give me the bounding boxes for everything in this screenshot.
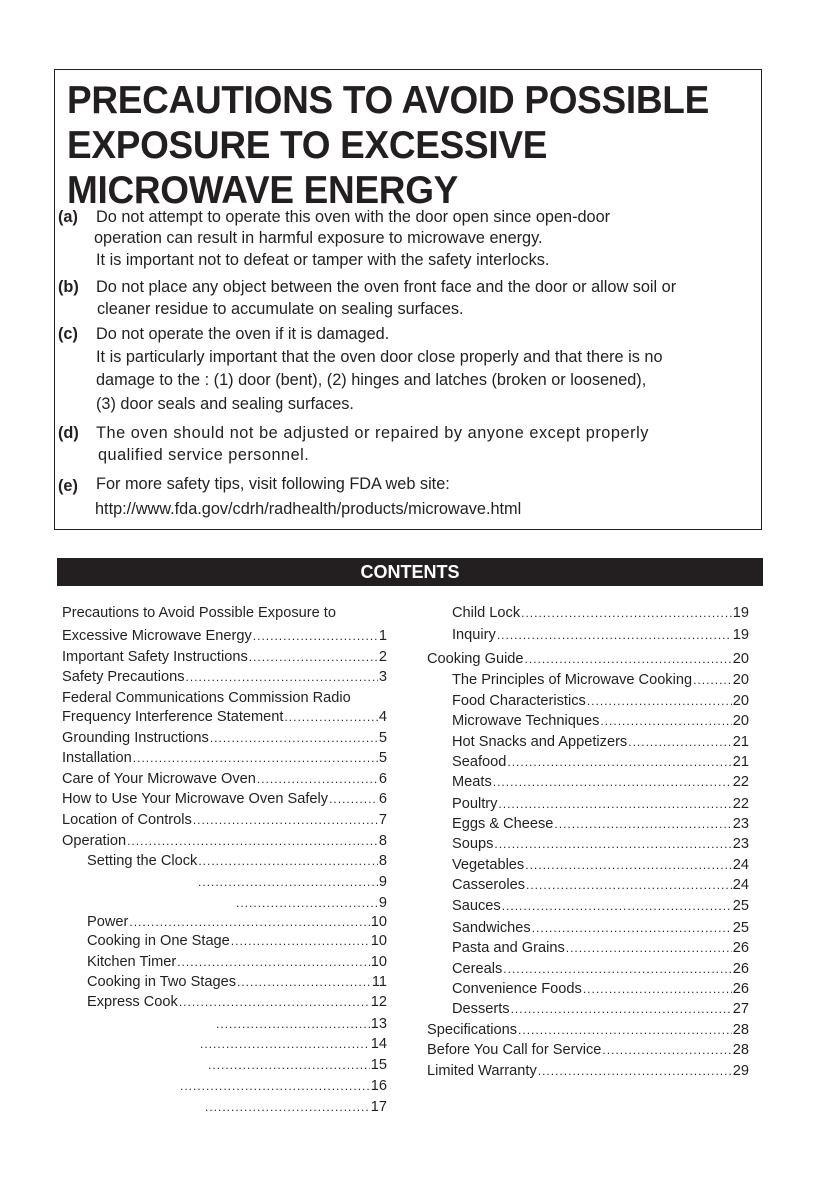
- item-line: cleaner residue to accumulate on sealing surfaces.: [97, 300, 464, 318]
- dot-leader: [566, 938, 732, 958]
- toc-entry[interactable]: [427, 794, 749, 814]
- precautions-title: [67, 78, 709, 213]
- dot-leader: [198, 872, 378, 892]
- dot-leader: [193, 810, 378, 830]
- item-label: (b): [58, 278, 79, 296]
- title-line-2: EXPOSURE TO EXCESSIVE: [67, 124, 548, 167]
- toc-entry-title: Soups: [452, 836, 494, 852]
- toc-entry[interactable]: [427, 834, 749, 854]
- toc-entry[interactable]: [62, 626, 387, 646]
- toc-entry[interactable]: [427, 896, 749, 916]
- dot-leader: [133, 748, 378, 768]
- toc-entry[interactable]: [427, 999, 749, 1019]
- dot-leader: [210, 728, 378, 748]
- toc-page-number: 1: [378, 628, 387, 644]
- toc-entry[interactable]: [427, 732, 749, 752]
- toc-page-number: 4: [378, 709, 387, 725]
- toc-page-number: 25: [732, 898, 749, 914]
- toc-page-number: 26: [732, 981, 749, 997]
- toc-page-number: 6: [378, 791, 387, 807]
- toc-entry-title: Safety Precautions: [62, 669, 185, 685]
- toc-entry[interactable]: [427, 691, 749, 711]
- toc-page-number: 20: [732, 672, 749, 688]
- toc-entry-title: Federal Communications Commission Radio: [62, 690, 351, 706]
- toc-entry-title: Eggs & Cheese: [452, 816, 554, 832]
- toc-entry-title: Seafood: [452, 754, 507, 770]
- toc-page-number: 9: [378, 874, 387, 890]
- toc-entry[interactable]: [62, 728, 387, 748]
- toc-entry[interactable]: [427, 979, 749, 999]
- toc-entry[interactable]: [62, 1055, 387, 1075]
- item-line: It is important not to defeat or tamper with the safety interlocks.: [96, 251, 550, 269]
- dot-leader: [127, 831, 378, 851]
- toc-entry[interactable]: [62, 893, 387, 913]
- toc-entry[interactable]: [62, 931, 387, 951]
- dot-leader: [497, 625, 732, 645]
- toc-entry-title: Microwave Techniques: [452, 713, 600, 729]
- toc-entry-title: Location of Controls: [62, 812, 192, 828]
- toc-entry[interactable]: [62, 810, 387, 830]
- item-label: (d): [58, 424, 79, 442]
- toc-entry-title: Poultry: [452, 796, 498, 812]
- toc-page-number: 7: [378, 812, 387, 828]
- dot-leader: [236, 893, 378, 913]
- dot-leader: [511, 999, 732, 1019]
- toc-entry[interactable]: [62, 992, 387, 1012]
- toc-entry[interactable]: [427, 855, 749, 875]
- toc-entry-title: Meats: [452, 774, 492, 790]
- toc-entry[interactable]: [62, 1014, 387, 1034]
- dot-leader: [494, 834, 731, 854]
- toc-page-number: 14: [370, 1036, 387, 1052]
- toc-entry[interactable]: [427, 772, 749, 792]
- toc-entry-title: Specifications: [427, 1022, 518, 1038]
- item-label: (c): [58, 325, 78, 343]
- dot-leader: [177, 952, 370, 972]
- toc-entry[interactable]: [62, 912, 387, 932]
- toc-entry[interactable]: [427, 1020, 749, 1040]
- toc-entry-title: Excessive Microwave Energy: [62, 628, 252, 644]
- dot-leader: [231, 931, 370, 951]
- toc-page-number: 20: [732, 713, 749, 729]
- item-line: It is particularly important that the oven door close properly and that there is no: [96, 348, 663, 366]
- toc-page-number: 25: [732, 920, 749, 936]
- toc-entry-title: Desserts: [452, 1001, 510, 1017]
- toc-page-number: 16: [370, 1078, 387, 1094]
- toc-page-number: 28: [732, 1022, 749, 1038]
- toc-entry[interactable]: [62, 667, 387, 687]
- dot-leader: [521, 603, 732, 623]
- toc-entry-title: Operation: [62, 833, 127, 849]
- contents-heading: CONTENTS: [57, 558, 763, 586]
- toc-entry[interactable]: [62, 769, 387, 789]
- toc-entry[interactable]: [62, 831, 387, 851]
- title-line-1: PRECAUTIONS TO AVOID POSSIBLE: [67, 79, 709, 122]
- toc-entry[interactable]: [427, 875, 749, 895]
- toc-entry[interactable]: [427, 670, 749, 690]
- toc-entry-title: Kitchen Timer: [87, 954, 177, 970]
- toc-entry-title: Food Characteristics: [452, 693, 586, 709]
- toc-entry[interactable]: [427, 1061, 749, 1081]
- toc-page-number: 3: [378, 669, 387, 685]
- dot-leader: [583, 979, 732, 999]
- toc-page-number: 26: [732, 961, 749, 977]
- item-line: qualified service personnel.: [98, 446, 310, 464]
- item-line: The oven should not be adjusted or repaired by anyone except properly: [96, 424, 649, 442]
- dot-leader: [129, 912, 369, 932]
- toc-page-number: 24: [732, 877, 749, 893]
- toc-page-number: 8: [378, 833, 387, 849]
- dot-leader: [493, 772, 732, 792]
- dot-leader: [503, 959, 731, 979]
- toc-entry-title: Grounding Instructions: [62, 730, 209, 746]
- toc-entry[interactable]: [427, 711, 749, 731]
- toc-entry-title: Important Safety Instructions: [62, 649, 248, 665]
- toc-entry[interactable]: [427, 649, 749, 669]
- dot-leader: [205, 1097, 370, 1117]
- toc-entry-title: Before You Call for Service: [427, 1042, 602, 1058]
- item-line: Do not operate the oven if it is damaged.: [96, 325, 390, 343]
- toc-entry-title: Inquiry: [452, 627, 496, 643]
- dot-leader: [628, 732, 732, 752]
- toc-page-number: 21: [732, 754, 749, 770]
- toc-entry-title: Convenience Foods: [452, 981, 582, 997]
- toc-page-number: 29: [732, 1063, 749, 1079]
- toc-entry[interactable]: [62, 748, 387, 768]
- toc-entry[interactable]: [427, 1040, 749, 1060]
- dot-leader: [253, 626, 378, 646]
- toc-page-number: 21: [732, 734, 749, 750]
- toc-entry[interactable]: [427, 918, 749, 938]
- toc-entry-title: Hot Snacks and Appetizers: [452, 734, 628, 750]
- toc-entry[interactable]: [427, 814, 749, 834]
- toc-entry[interactable]: [427, 752, 749, 772]
- toc-entry[interactable]: [62, 707, 387, 727]
- dot-leader: [249, 647, 378, 667]
- toc-entry[interactable]: [427, 959, 749, 979]
- toc-page-number: 22: [732, 796, 749, 812]
- toc-entry[interactable]: [62, 972, 387, 992]
- toc-entry-title: Cooking in One Stage: [87, 933, 230, 949]
- toc-page-number: 12: [370, 994, 387, 1010]
- dot-leader: [525, 649, 732, 669]
- toc-page-number: 20: [732, 651, 749, 667]
- toc-page-number: 23: [732, 836, 749, 852]
- toc-entry[interactable]: [62, 789, 387, 809]
- microwave-precautions-box: [54, 69, 762, 530]
- toc-entry-title: Cooking in Two Stages: [87, 974, 237, 990]
- toc-page-number: 6: [378, 771, 387, 787]
- toc-page-number: 11: [371, 974, 387, 990]
- dot-leader: [216, 1014, 370, 1034]
- toc-entry[interactable]: [427, 603, 749, 623]
- toc-page-number: 27: [732, 1001, 749, 1017]
- toc-page-number: 5: [378, 730, 387, 746]
- toc-entry[interactable]: [62, 1097, 387, 1117]
- toc-entry-title: Casseroles: [452, 877, 525, 893]
- dot-leader: [237, 972, 371, 992]
- toc-entry-title: Installation: [62, 750, 132, 766]
- fda-url-link[interactable]: http://www.fda.gov/cdrh/radhealth/products/microwave.html: [95, 500, 522, 518]
- toc-entry-title: Power: [87, 914, 129, 930]
- toc-page-number: 28: [732, 1042, 749, 1058]
- toc-entry[interactable]: [427, 938, 749, 958]
- toc-entry-title: Setting the Clock: [87, 853, 198, 869]
- toc-page-number: 23: [732, 816, 749, 832]
- toc-entry-title: Precautions to Avoid Possible Exposure to: [62, 605, 336, 621]
- dot-leader: [538, 1061, 732, 1081]
- toc-entry-title: How to Use Your Microwave Oven Safely: [62, 791, 329, 807]
- toc-page-number: 19: [732, 605, 749, 621]
- toc-page-number: 22: [732, 774, 749, 790]
- toc-entry-title: Frequency Interference Statement: [62, 709, 284, 725]
- dot-leader: [600, 711, 731, 731]
- toc-page-number: 2: [378, 649, 387, 665]
- toc-entry-title: Express Cook: [87, 994, 178, 1010]
- toc-page-number: 10: [370, 914, 387, 930]
- dot-leader: [532, 918, 732, 938]
- toc-page-number: 24: [732, 857, 749, 873]
- dot-leader: [329, 789, 378, 809]
- dot-leader: [179, 992, 370, 1012]
- dot-leader: [200, 1034, 370, 1054]
- toc-entry[interactable]: [62, 851, 387, 871]
- item-line: damage to the : (1) door (bent), (2) hinges and latches (broken or loosened),: [96, 371, 647, 389]
- dot-leader: [180, 1076, 370, 1096]
- toc-page-number: 19: [732, 627, 749, 643]
- item-line: For more safety tips, visit following FDA web site:: [96, 475, 450, 493]
- toc-page-number: 8: [378, 853, 387, 869]
- toc-entry-title: Cooking Guide: [427, 651, 524, 667]
- toc-page-number: 10: [370, 954, 387, 970]
- toc-page-number: 17: [370, 1099, 387, 1115]
- toc-entry[interactable]: [62, 872, 387, 892]
- toc-entry[interactable]: [62, 603, 387, 623]
- toc-entry[interactable]: [62, 1034, 387, 1054]
- toc-entry-title: Sandwiches: [452, 920, 531, 936]
- toc-entry-title: Cereals: [452, 961, 503, 977]
- dot-leader: [525, 855, 732, 875]
- dot-leader: [208, 1055, 370, 1075]
- item-label: (e): [58, 477, 78, 495]
- item-line: Do not place any object between the oven front face and the door or allow soil or: [96, 278, 677, 296]
- toc-entry-title: Sauces: [452, 898, 501, 914]
- toc-page-number: 15: [370, 1057, 387, 1073]
- dot-leader: [498, 794, 731, 814]
- toc-entry-title: Pasta and Grains: [452, 940, 565, 956]
- dot-leader: [518, 1020, 732, 1040]
- dot-leader: [257, 769, 378, 789]
- toc-entry-title: Care of Your Microwave Oven: [62, 771, 256, 787]
- item-line: (3) door seals and sealing surfaces.: [96, 395, 354, 413]
- toc-entry[interactable]: [62, 688, 387, 708]
- toc-entry-title: Limited Warranty: [427, 1063, 537, 1079]
- dot-leader: [186, 667, 378, 687]
- toc-page-number: 20: [732, 693, 749, 709]
- dot-leader: [554, 814, 731, 834]
- toc-page-number: 5: [378, 750, 387, 766]
- dot-leader: [587, 691, 732, 711]
- dot-leader: [502, 896, 732, 916]
- toc-page-number: 9: [378, 895, 387, 911]
- toc-entry-title: Child Lock: [452, 605, 521, 621]
- title-line-3: MICROWAVE ENERGY: [67, 169, 459, 212]
- toc-page-number: 10: [370, 933, 387, 949]
- toc-page-number: 13: [370, 1016, 387, 1032]
- dot-leader: [507, 752, 731, 772]
- toc-entry[interactable]: [62, 647, 387, 667]
- dot-leader: [526, 875, 732, 895]
- item-line: Do not attempt to operate this oven with the door open since open-door: [96, 208, 611, 226]
- toc-entry-title: The Principles of Microwave Cooking: [452, 672, 693, 688]
- item-label: (a): [58, 208, 78, 226]
- dot-leader: [693, 670, 732, 690]
- toc-page-number: 26: [732, 940, 749, 956]
- toc-entry[interactable]: [62, 952, 387, 972]
- dot-leader: [602, 1040, 731, 1060]
- item-line: operation can result in harmful exposure to microwave energy.: [94, 229, 543, 247]
- toc-entry[interactable]: [427, 625, 749, 645]
- dot-leader: [198, 851, 378, 871]
- dot-leader: [284, 707, 377, 727]
- toc-entry-title: Vegetables: [452, 857, 525, 873]
- toc-entry[interactable]: [62, 1076, 387, 1096]
